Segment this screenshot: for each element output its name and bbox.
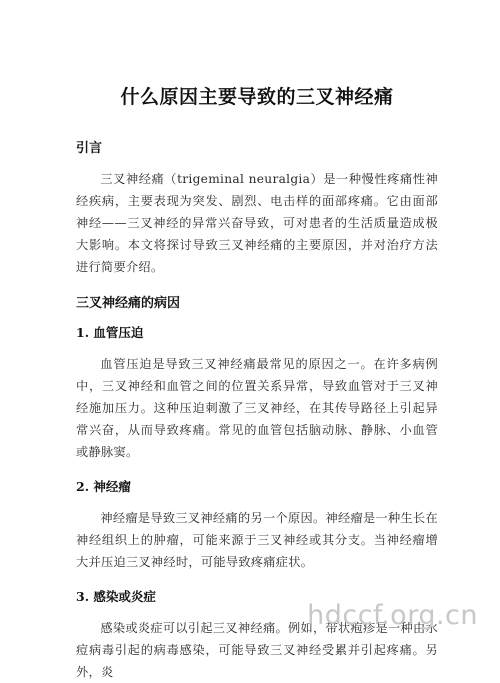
intro-heading: 引言 <box>76 141 103 156</box>
causes-heading: 三叉神经痛的病因 <box>76 296 181 311</box>
cause-heading-vascular: 1. 血管压迫 <box>76 325 144 340</box>
intro-paragraph: 三叉神经痛（trigeminal neuralgia）是一种慢性疼痛性神经疾病，主要表现为突发、剧烈、电击样的面部疼痛。它由面部神经——三叉神经的异常兴奋导致，可对患者的生活质量造成极大影响。本文将探讨导致三叉神经痛的主要原因，并对治疗方法进行简要介绍。 <box>76 172 438 274</box>
cause-paragraph-vascular: 血管压迫是导致三叉神经痛最常见的原因之一。在许多病例中，三叉神经和血管之间的位置关系异常，导致血管对于三叉神经施加压力。这种压迫刺激了三叉神经，在其传导路径上引起异常兴奋，从而导致疼痛。常见的血管包括脑动脉、静脉、小血管或静脉窦。 <box>76 357 438 459</box>
cause-paragraph-infection: 感染或炎症可以引起三叉神经痛。例如，带状疱疹是一种由水痘病毒引起的病毒感染，可能导致三叉神经受累并引起疼痛。另外，炎 <box>76 621 438 679</box>
site-watermark: hdccf.org.cn <box>307 600 478 631</box>
cause-paragraph-neuroma: 神经瘤是导致三叉神经痛的另一个原因。神经瘤是一种生长在神经组织上的肿瘤，可能来源于三叉神经或其分支。当神经瘤增大并压迫三叉神经时，可能导致疼痛症状。 <box>76 511 438 569</box>
document-title: 什么原因主要导致的三叉神经痛 <box>120 86 394 108</box>
cause-heading-infection: 3. 感染或炎症 <box>76 589 156 604</box>
cause-heading-neuroma: 2. 神经瘤 <box>76 479 131 494</box>
